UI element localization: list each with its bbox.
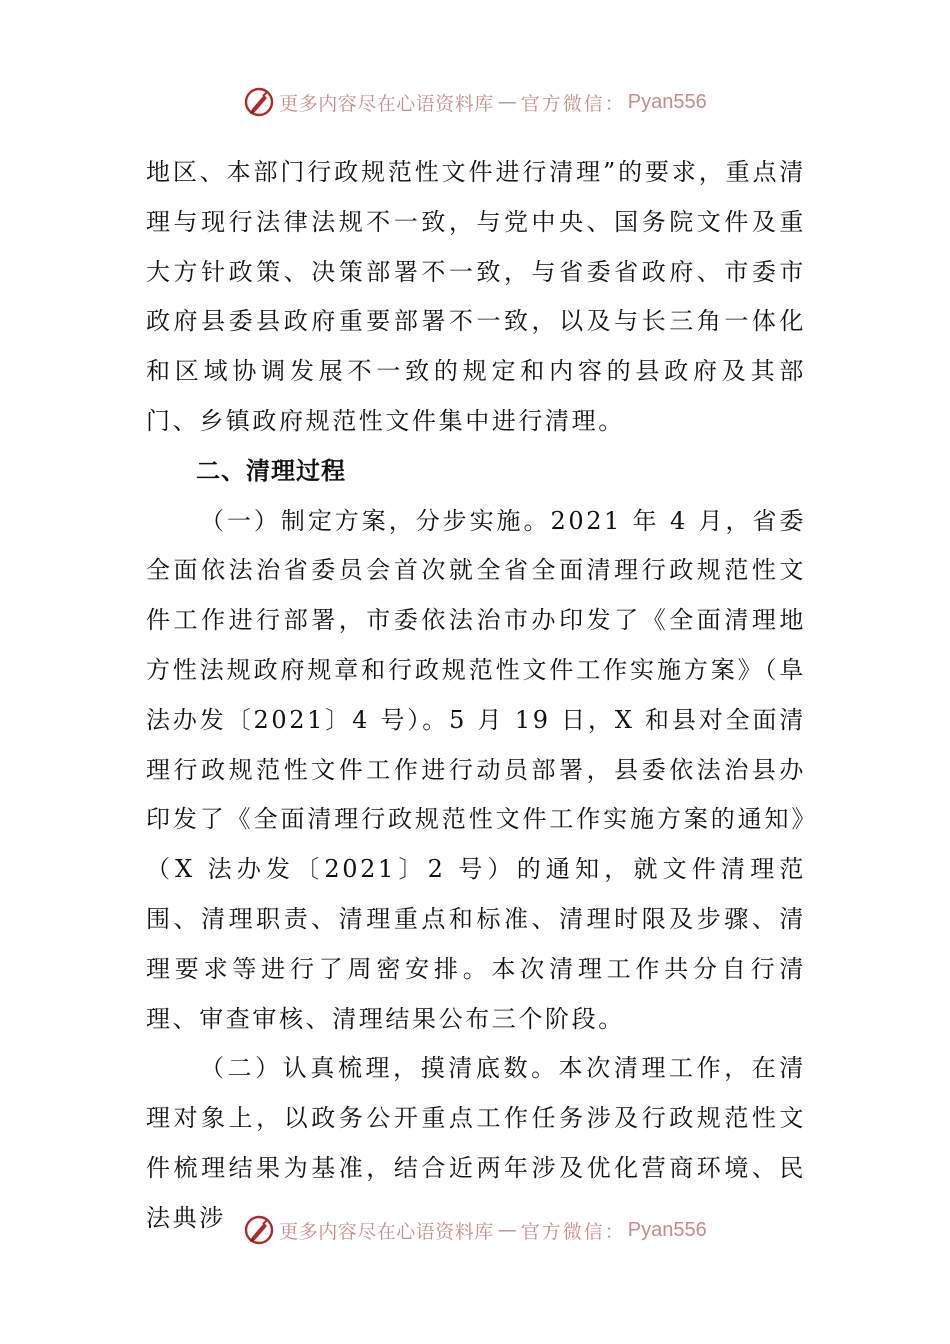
separator-dash: — <box>497 91 517 113</box>
watermark-banner-bottom <box>0 1210 950 1250</box>
wechat-label: 官方微信： <box>520 1220 626 1243</box>
watermark-banner-top <box>0 82 950 122</box>
promo-text: 更多内容尽在心语资料库 <box>279 92 494 115</box>
promo-text: 更多内容尽在心语资料库 <box>279 1220 494 1243</box>
paragraph-3: （二）认真梳理，摸清底数。本次清理工作，在清理对象上，以政务公开重点工作任务涉及行政规范性文件梳理结果为基准，结合近两年涉及优化营商环境、民法典涉 <box>146 1054 806 1232</box>
pen-logo-icon <box>243 86 275 118</box>
wechat-id: Pyan556 <box>627 90 707 113</box>
document-body <box>146 148 806 1244</box>
wechat-id: Pyan556 <box>627 1218 707 1241</box>
paragraph-2: （一）制定方案，分步实施。2021 年 4 月，省委全面依法治省委员会首次就全省全面清理行政规范性文件工作进行部署，市委依法治市办印发了《全面清理地方性法规政府规章和行政规范性文件工作实施方案》（阜法办发〔2021〕4 号）。5 月 19 日，X 和县对全面清理行政规范性文件工作进行动员部署，县委依法治县办印发了《全面清理行政规范性文件工作实施方案的通知》（X 法办发〔2021〕2 号）的通知，就文件清理范围、清理职责、清理重点和标准、清理时限及步骤、清理要求等进行了周密安排。本次清理工作共分自行清理、审查审核、清理结果公布三个阶段。 <box>146 506 806 1033</box>
paragraph-1: 地区、本部门行政规范性文件进行清理”的要求，重点清理与现行法律法规不一致，与党中央、国务院文件及重大方针政策、决策部署不一致，与省委省政府、市委市政府县委县政府重要部署不一致，以及与长三角一体化和区域协调发展不一致的规定和内容的县政府及其部门、乡镇政府规范性文件集中进行清理。 <box>146 158 806 435</box>
pen-logo-icon <box>243 1214 275 1246</box>
wechat-label: 官方微信： <box>520 92 626 115</box>
section-heading-2: 二、清理过程 <box>196 456 346 485</box>
separator-dash: — <box>497 1219 517 1241</box>
